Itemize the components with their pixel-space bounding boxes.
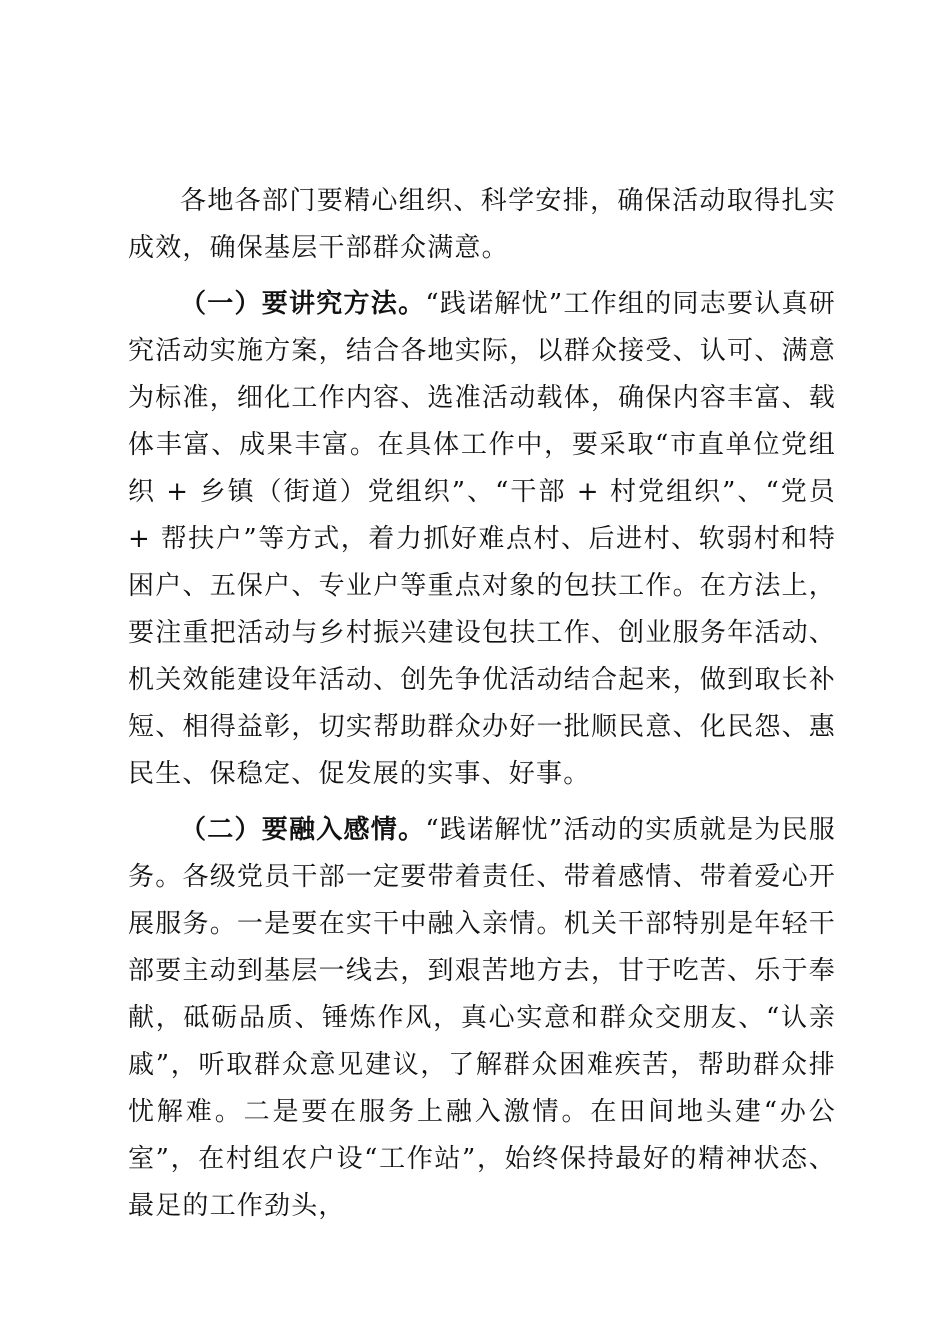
paragraph-method <box>128 281 836 798</box>
section-heading-method: （一）要讲究方法。 <box>180 289 426 319</box>
method-body: “践诺解忧”工作组的同志要认真研究活动实施方案，结合各地实际，以群众接受、认可、满意为标准，细化工作内容、选准活动载体，确保内容丰富、载体丰富、成果丰富。在具体工作中，要采取“市直单位党组织 + 乡镇（街道）党组织”、“干部 + 村党组织”、“党员 + 帮扶户”等方式，着力抓好难点村、后进村、软弱村和特困户、五保户、专业户等重点对象的包扶工作。在方法上，要注重把活动与乡村振兴建设包扶工作、创业服务年活动、机关效能建设年活动、创先争优活动结合起来，做到取长补短、相得益彰，切实帮助群众办好一批顺民意、化民怨、惠民生、保稳定、促发展的实事、好事。 <box>128 289 836 789</box>
document-body <box>128 178 836 1230</box>
intro-text: 各地各部门要精心组织、科学安排，确保活动取得扎实成效，确保基层干部群众满意。 <box>128 186 836 263</box>
paragraph-intro <box>128 178 836 272</box>
paragraph-emotion <box>128 807 836 1230</box>
section-heading-emotion: （二）要融入感情。 <box>180 815 426 845</box>
emotion-body: “践诺解忧”活动的实质就是为民服务。各级党员干部一定要带着责任、带着感情、带着爱心开展服务。一是要在实干中融入亲情。机关干部特别是年轻干部要主动到基层一线去，到艰苦地方去，甘于吃苦、乐于奉献，砥砺品质、锤炼作风，真心实意和群众交朋友、“认亲戚”，听取群众意见建议，了解群众困难疾苦，帮助群众排忧解难。二是要在服务上融入激情。在田间地头建“办公室”，在村组农户设“工作站”，始终保持最好的精神状态、最足的工作劲头， <box>128 815 836 1221</box>
